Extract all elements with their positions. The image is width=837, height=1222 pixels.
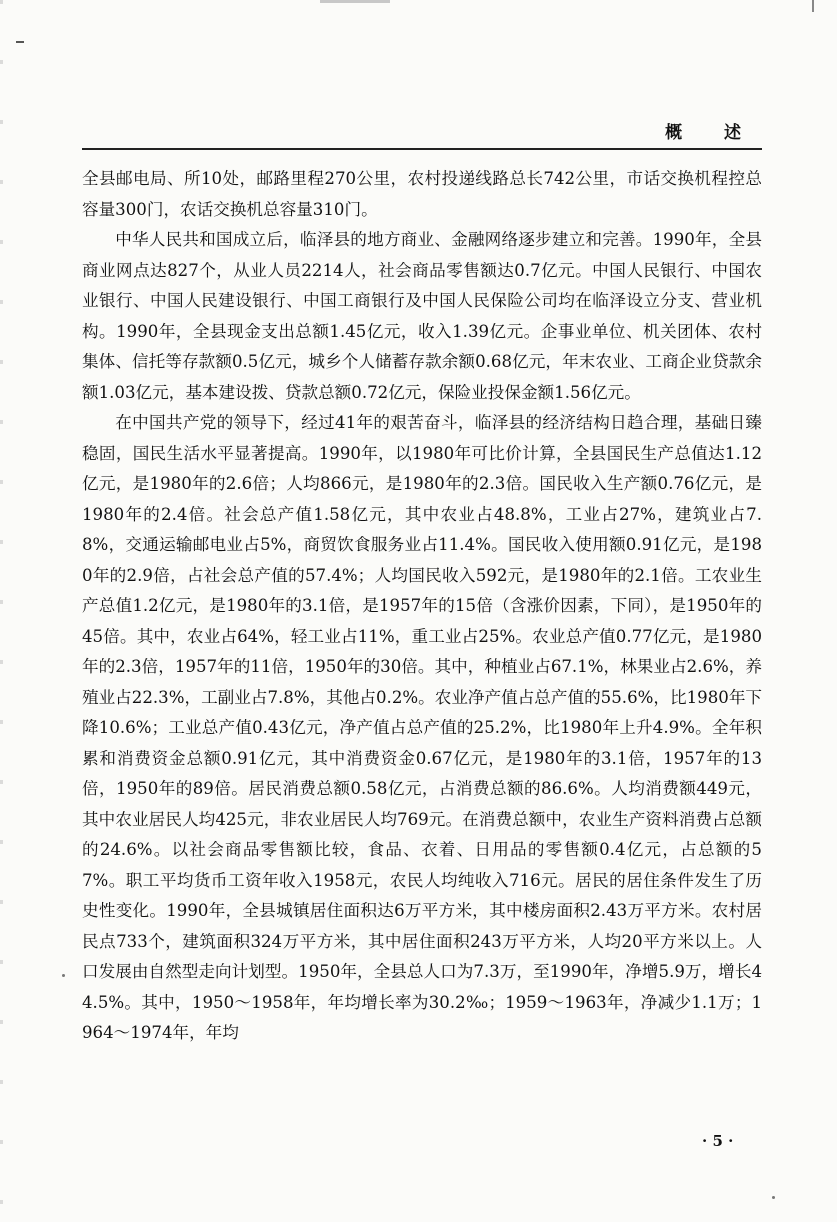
paragraph-economy: 在中国共产党的领导下，经过41年的艰苦奋斗，临泽县的经济结构日趋合理，基础日臻稳固，国民生活水平显著提高。1990年，以1980年可比价计算，全县国民生产总值达1.12亿元，是1980年的2.6倍；人均866元，是1980年的2.3倍。国民收入生产额0.76亿元，是1980年的2.4倍。社会总产值1.58亿元，其中农业占48.8%，工业占27%，建筑业占7.8%，交通运输邮电业占5%，商贸饮食服务业占11.4%。国民收入使用额0.91亿元，是1980年的2.9倍，占社会总产值的57.4%；人均国民收入592元，是1980年的2.1倍。工农业生产总值1.2亿元，是1980年的3.1倍，是1957年的15倍（含涨价因素，下同），是1950年的45倍。其中，农业占64%，轻工业占11%，重工业占25%。农业总产值0.77亿元，是1980年的2.3倍，1957年的11倍，1950年的30倍。其中，种植业占67.1%，林果业占2.6%，养殖业占22.3%，工副业占7.8%，其他占0.2%。农业净产值占总产值的55.6%，比1980年下降10.6%；工业总产值0.43亿元，净产值占总产值的25.2%，比1980年上升4.9%。全年积累和消费资金总额0.91亿元，其中消费资金0.67亿元，是1980年的3.1倍，1957年的13倍，1950年的89倍。居民消费总额0.58亿元，占消费总额的86.6%。人均消费额449元，其中农业居民人均425元，非农业居民人均769元。在消费总额中，农业生产资料消费占总额的24.6%。以社会商品零售额比较，食品、衣着、日用品的零售额0.4亿元，占总额的57%。职工平均货币工资年收入1958元，农民人均纯收入716元。居民的居住条件发生了历史性变化。1990年，全县城镇居住面积达6万平方米，其中楼房面积2.43万平方米。农村居民点733个，建筑面积324万平方米，其中居住面积243万平方米，人均20平方米以上。人口发展由自然型走向计划型。1950年，全县总人口为7.3万，至1990年，净增5.9万，增长44.5%。其中，1950～1958年，年均增长率为30.2‰；1959～1963年，净减少1.1万；1964～1974年，年均	[82, 413, 763, 1042]
scan-corner-mark	[812, 0, 814, 12]
header-rule	[82, 148, 762, 150]
paragraph-commerce-finance: 中华人民共和国成立后，临泽县的地方商业、金融网络逐步建立和完善。1990年，全县商业网点达827个，从业人员2214人，社会商品零售额达0.7亿元。中国人民银行、中国农业银行、中国人民建设银行、中国工商银行及中国人民保险公司均在临泽设立分支、营业机构。1990年，全县现金支出总额1.45亿元，收入1.39亿元。企事业单位、机关团体、农村集体、信托等存款额0.5亿元，城乡个人储蓄存款余额0.68亿元，年末农业、工商企业贷款余额1.03亿元，基本建设拨、贷款总额0.72亿元，保险业投保金额1.56亿元。	[82, 230, 762, 402]
body-text	[82, 164, 762, 1049]
scan-top-mark	[320, 0, 390, 3]
scan-speck	[62, 974, 65, 977]
scan-left-edge	[0, 0, 3, 1222]
running-header-title: 概 述	[665, 123, 759, 143]
scan-speck	[772, 1196, 775, 1199]
paragraph-continued: 全县邮电局、所10处，邮路里程270公里，农村投递线路总长742公里，市话交换机程控总容量300门，农话交换机总容量310门。	[82, 169, 762, 219]
scan-margin-dash	[16, 41, 24, 43]
page-number: · 5 ·	[702, 1132, 734, 1150]
